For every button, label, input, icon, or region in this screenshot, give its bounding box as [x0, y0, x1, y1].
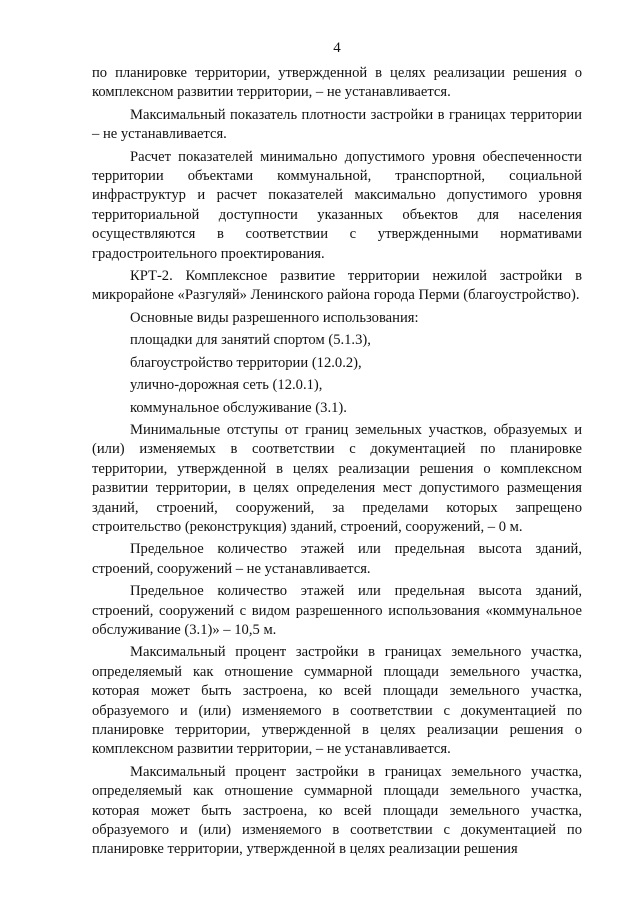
paragraph-coverage-1: Максимальный процент застройки в границах земельного участка, определяемый как отношение суммарной площади земельного участка, которая может быть застроена, ко всей площади земельного участка, образуемого и (или) изменяемого в соответствии с документацией по планировке территории, утвержденной в целях реализации решения о комплексном развитии территории, – не устанавливается.	[92, 644, 582, 758]
usage-item-landscaping: благоустройство территории (12.0.2),	[130, 354, 362, 371]
paragraph-density: Максимальный показатель плотности застройки в границах территории – не устанавливается.	[92, 106, 582, 143]
paragraph-continuation: по планировке территории, утвержденной в целях реализации решения о комплексном развитии территории, – не устанавливается.	[92, 65, 582, 101]
usage-item-roads: улично-дорожная сеть (12.0.1),	[130, 377, 323, 394]
usage-item-sport: площадки для занятий спортом (5.1.3),	[130, 332, 371, 349]
usage-item-utilities: коммунальное обслуживание (3.1).	[130, 399, 347, 416]
paragraph-floors-utilities: Предельное количество этажей или предельная высота зданий, строений, сооружений с видом разрешенного использования «коммунальное обслуживание (3.1)» – 10,5 м.	[92, 583, 582, 638]
document-page	[92, 38, 582, 860]
paragraph-coverage-2: Максимальный процент застройки в границах земельного участка, определяемый как отношение суммарной площади земельного участка, которая может быть застроена, ко всей площади земельного участка, образуемого и (или) изменяемого в соответствии с документацией по планировке территории, утвержденной в целях реализации решения	[92, 763, 582, 858]
paragraph-infrastructure: Расчет показателей минимально допустимого уровня обеспеченности территории объектами коммунальной, транспортной, социальной инфраструктур и расчет показателей максимально допустимого уровня территориальной доступности указанных объектов для населения осуществляются в соответствии с утвержденными нормативами градостроительного проектирования.	[92, 148, 582, 262]
page-number: 4	[333, 40, 341, 56]
paragraph-usage-intro: Основные виды разрешенного использования:	[130, 309, 419, 326]
paragraph-krt2-heading: КРТ-2. Комплексное развитие территории нежилой застройки в микрорайоне «Разгуляй» Ленинского района города Перми (благоустройство).	[92, 268, 582, 304]
paragraph-setbacks: Минимальные отступы от границ земельных участков, образуемых и (или) изменяемых в соответствии с документацией по планировке территории, утвержденной в целях реализации решения о комплексном развитии территории, в целях определения мест допустимого размещения зданий, строений, сооружений, за пределами которых запрещено строительство (реконструкция) зданий, строений, сооружений, – 0 м.	[92, 421, 582, 535]
paragraph-floors-general: Предельное количество этажей или предельная высота зданий, строений, сооружений – не устанавливается.	[92, 541, 582, 577]
